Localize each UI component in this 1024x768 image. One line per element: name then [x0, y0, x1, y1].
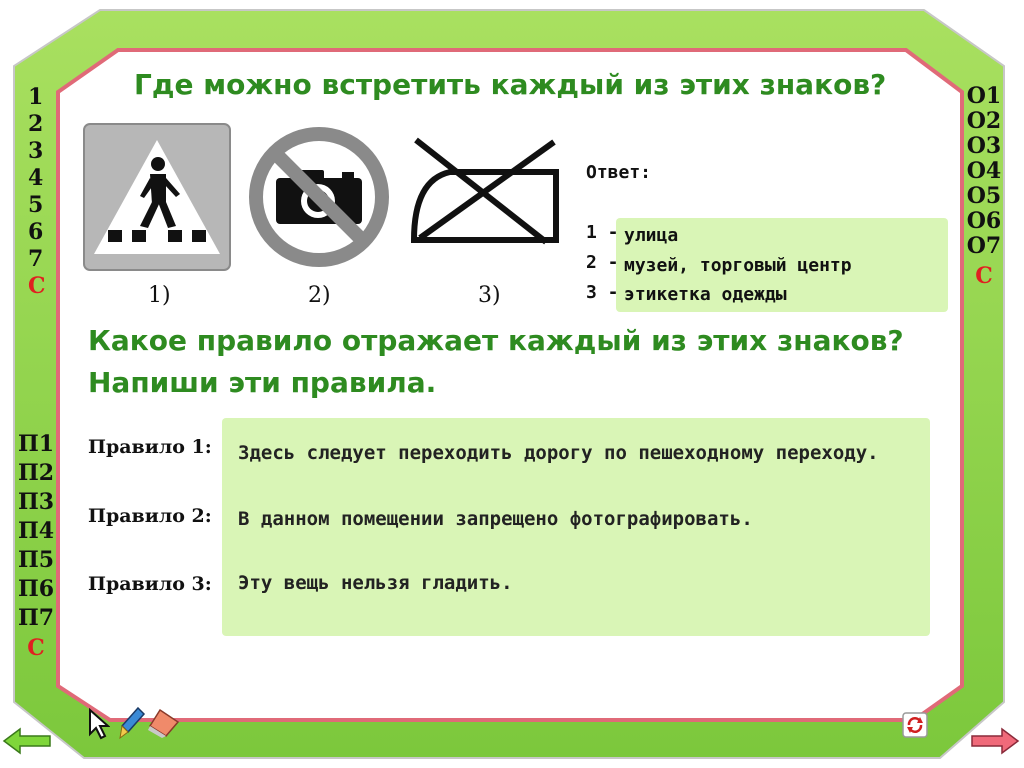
- p-nav-item-4[interactable]: П4: [17, 518, 55, 544]
- right-nav-item-7[interactable]: О7: [966, 233, 1002, 259]
- answer-num-3: 3 -: [586, 282, 619, 303]
- answer-num-1: 1 -: [586, 222, 619, 243]
- right-nav-item-c[interactable]: С: [975, 263, 993, 289]
- right-nav: [962, 84, 1006, 293]
- refresh-icon[interactable]: [902, 712, 928, 738]
- rule-1-label: Правило 1:: [88, 436, 212, 458]
- pen-tool-icon[interactable]: [118, 706, 146, 740]
- p-nav-item-3[interactable]: П3: [17, 489, 55, 515]
- pedestrian-crossing-sign-icon: [82, 122, 232, 272]
- rule-1-text: Здесь следует переходить дорогу по пешеходному переходу.: [238, 442, 879, 464]
- question-1-title: Где можно встретить каждый из этих знаков?: [134, 68, 887, 101]
- right-nav-item-3[interactable]: О3: [966, 133, 1002, 159]
- p-nav-item-1[interactable]: П1: [17, 431, 55, 457]
- right-nav-item-4[interactable]: О4: [966, 158, 1002, 184]
- left-nav-item-2[interactable]: 2: [28, 111, 44, 137]
- answer-text-1: улица: [624, 225, 679, 246]
- p-nav-item-7[interactable]: П7: [17, 605, 55, 631]
- eraser-tool-icon[interactable]: [148, 708, 180, 738]
- answer-text-3: этикетка одежды: [624, 284, 787, 305]
- sign-1-label: 1): [148, 283, 171, 308]
- left-nav-item-7[interactable]: 7: [28, 246, 44, 272]
- right-nav-item-1[interactable]: О1: [966, 83, 1002, 109]
- left-nav: [28, 84, 50, 300]
- next-arrow-icon[interactable]: [970, 726, 1020, 756]
- left-nav-item-6[interactable]: 6: [28, 219, 44, 245]
- do-not-iron-sign-icon: [406, 134, 562, 248]
- right-nav-item-6[interactable]: О6: [966, 208, 1002, 234]
- no-photography-sign-icon: [246, 124, 392, 270]
- answer-num-2: 2 -: [586, 252, 619, 273]
- left-nav-item-5[interactable]: 5: [28, 192, 44, 218]
- left-nav-item-c[interactable]: С: [28, 273, 46, 299]
- p-nav-item-2[interactable]: П2: [17, 460, 55, 486]
- rule-2-label: Правило 2:: [88, 505, 212, 527]
- rule-3-label: Правило 3:: [88, 573, 212, 595]
- right-nav-item-2[interactable]: О2: [966, 108, 1002, 134]
- sign-2-label: 2): [308, 283, 331, 308]
- rule-2-text: В данном помещении запрещено фотографировать.: [238, 508, 753, 530]
- previous-arrow-icon[interactable]: [2, 726, 52, 756]
- p-nav-item-6[interactable]: П6: [17, 576, 55, 602]
- answer-text-2: музей, торговый центр: [624, 255, 852, 276]
- answer-title: Ответ:: [586, 162, 652, 183]
- question-2-line-2: Напиши эти правила.: [88, 366, 437, 399]
- left-nav-item-4[interactable]: 4: [28, 165, 44, 191]
- question-2-line-1: Какое правило отражает каждый из этих знаков?: [88, 324, 904, 357]
- left-nav-item-1[interactable]: 1: [28, 84, 44, 110]
- cursor-tool-icon[interactable]: [86, 708, 110, 740]
- right-nav-item-5[interactable]: О5: [966, 183, 1002, 209]
- left-p-nav: [16, 430, 56, 663]
- p-nav-item-c[interactable]: С: [27, 635, 45, 661]
- rule-3-text: Эту вещь нельзя гладить.: [238, 572, 513, 594]
- sign-3-label: 3): [478, 283, 501, 308]
- left-nav-item-3[interactable]: 3: [28, 138, 44, 164]
- p-nav-item-5[interactable]: П5: [17, 547, 55, 573]
